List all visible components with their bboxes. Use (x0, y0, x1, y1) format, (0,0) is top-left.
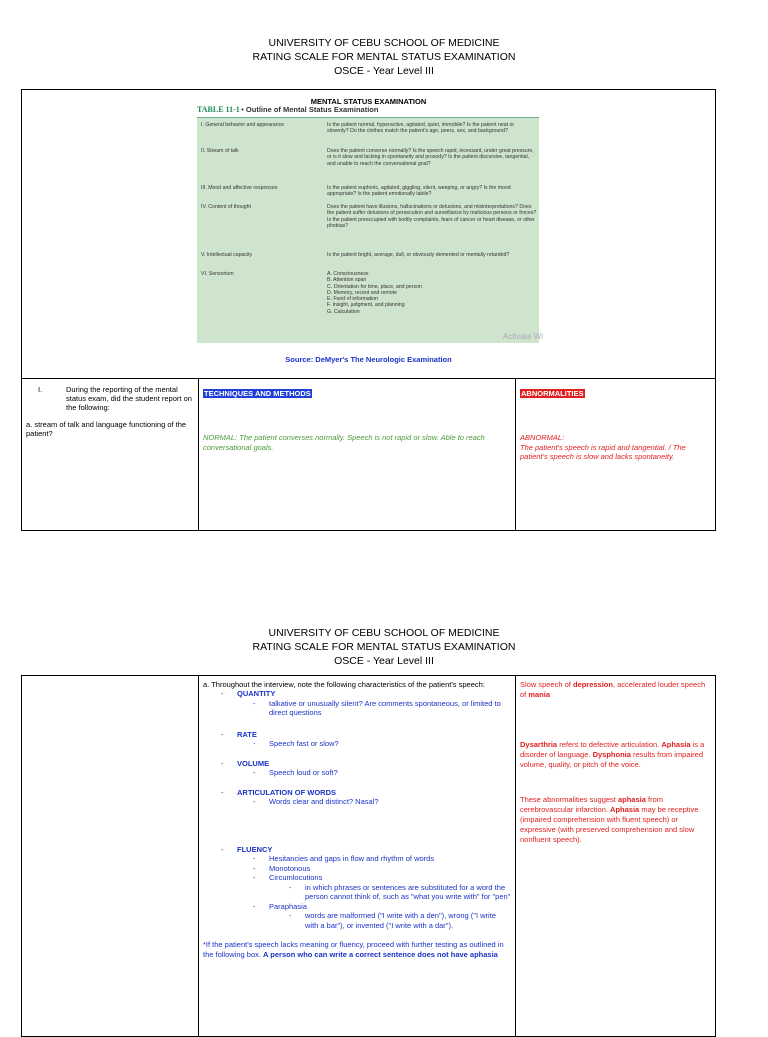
mood-speech-note: Slow speech of depression, accelerated louder speech of mania (520, 680, 706, 699)
criteria-table (21, 378, 716, 531)
header-university: UNIVERSITY OF CEBU SCHOOL OF MEDICINE (268, 627, 500, 639)
quantity-question: - talkative or unusually silent? Are comments spontaneous, or limited to direct questions (253, 698, 501, 717)
speech-techniques-cell (199, 676, 516, 1037)
abnormalities-heading: ABNORMALITIES (521, 389, 584, 398)
criterion-cell (22, 379, 199, 531)
figure-cell (22, 90, 716, 379)
page2-header (0, 626, 768, 668)
normal-text: NORMAL: The patient converses normally. Speech is not rapid or slow. Able to reach conversational goals. (203, 433, 485, 452)
fluency-heading: - FLUENCY (221, 844, 273, 854)
abnormal-label: ABNORMAL: (520, 433, 565, 442)
header-university: UNIVERSITY OF CEBU SCHOOL OF MEDICINE (268, 37, 500, 49)
activate-watermark: Activate Wi (502, 331, 543, 341)
fluency-item: - Monotonous (253, 863, 311, 873)
header-level: OSCE - Year Level III (334, 65, 434, 77)
figure-source: Source: DeMyer's The Neurologic Examination (285, 355, 452, 364)
volume-question: - Speech loud or soft? (253, 768, 338, 777)
header-title: RATING SCALE FOR MENTAL STATUS EXAMINATION (252, 641, 516, 653)
articulation-heading: - ARTICULATION OF WORDS (221, 787, 337, 797)
aphasia-note-red: These abnormalities suggest aphasia from cerebrovascular infarction. Aphasia may be receptive (impaired comprehension with fluent speech) or expressive (with preserved comprehension and slow nonfluent speech). (520, 795, 699, 844)
abnormal-text: The patient's speech is rapid and tangential. / The patient's speech is slow and lacks spontaneity. (520, 442, 686, 461)
abnormalities-cell (516, 379, 716, 531)
fluency-item: - Hesitancies and gaps in flow and rhythm of words (253, 854, 435, 863)
fluency-item: - Paraphasia (253, 901, 307, 911)
criterion-item: I. During the reporting of the mental status exam, did the student report on the following: (38, 385, 192, 412)
techniques-heading: TECHNIQUES AND METHODS (204, 389, 311, 398)
header-level: OSCE - Year Level III (334, 655, 434, 667)
figure-title: MENTAL STATUS EXAMINATION (310, 97, 427, 106)
volume-heading: - VOLUME (221, 758, 270, 768)
header-title: RATING SCALE FOR MENTAL STATUS EXAMINATION (252, 51, 516, 63)
speech-table (21, 675, 716, 1037)
empty-cell (22, 676, 199, 1037)
rate-question: - Speech fast or slow? (253, 739, 339, 748)
fluency-item: - Circumlocutions (253, 873, 323, 882)
fluency-subitem: - in which phrases or sentences are substituted for a word the person cannot think of, such as "what you write with" for "pen" (289, 882, 511, 901)
page1-header (0, 36, 768, 78)
articulation-question: - Words clear and distinct? Nasal? (253, 797, 379, 806)
table-label: TABLE 11-1 (197, 105, 240, 114)
page1-table (21, 89, 716, 379)
figure-head: TABLE 11-1 • Outline of Mental Status Examination (197, 107, 539, 118)
quantity-heading: - QUANTITY (221, 689, 276, 698)
criterion-a: a. stream of talk and language functioning of the patient? (26, 420, 187, 438)
techniques-cell (199, 379, 516, 531)
articulation-note: Dysarthria refers to defective articulation. Aphasia is a disorder of language. Dysphonia results from impaired volume, quality, or pitch of the voice. (520, 740, 705, 769)
speech-intro: a. Throughout the interview, note the following characteristics of the patient's speech: (203, 680, 485, 689)
aphasia-note: *If the patient's speech lacks meaning or fluency, proceed with further testing as outlined in the following box. A person who can write a correct sentence does not have aphasia (203, 940, 504, 959)
speech-abnormalities-cell (516, 676, 716, 1037)
mse-outline-figure: TABLE 11-1 • Outline of Mental Status Examination I. General behavior and appearance Is the patient normal, hyperactive, agitated, quiet, immobile? Is the patient neat or slovenly? Do the clothes match the patient's age, peers, sex, and background? II. Stream of talk Does the patient converse normally? Is the speech rapid, incessant, under great pressure, or is it slow and lacking in spontaneity and prosody? Is the patient discursive, tangential, and unable to reach the conversational goal? III. Mood and affective responses Is the patient euphoric, agitated, giggling, silent, weeping, or angry? Is the mood appropriate? Is the patient emotionally labile? IV. Content of thought Does the patient have illusions, hallucinations or delusions, and misinterpretations? Does the patient suffer delusions of persecution and surveillance by malicious persons or forces? Is the patient preoccupied with bodily complaints, fears of cancer or heart disease, or other phobias? V. Intellectual capacity Is the patient bright, average, dull, or obviously demented or mentally retarded? VI. Sensorium A. Consciousness B. Attention span C. Orientation for time, place, and person D. Memory, recent and remote E. Fund of information F. Insight, judgment, and planning G. Calculation Activate Wi (197, 112, 539, 343)
rate-heading: - RATE (221, 729, 257, 739)
fluency-subitem: - words are malformed ("I write with a den"), wrong ("I write with a bar"), or invented ("I write with a dar"). (289, 911, 496, 930)
table-caption: Outline of Mental Status Examination (245, 105, 379, 114)
